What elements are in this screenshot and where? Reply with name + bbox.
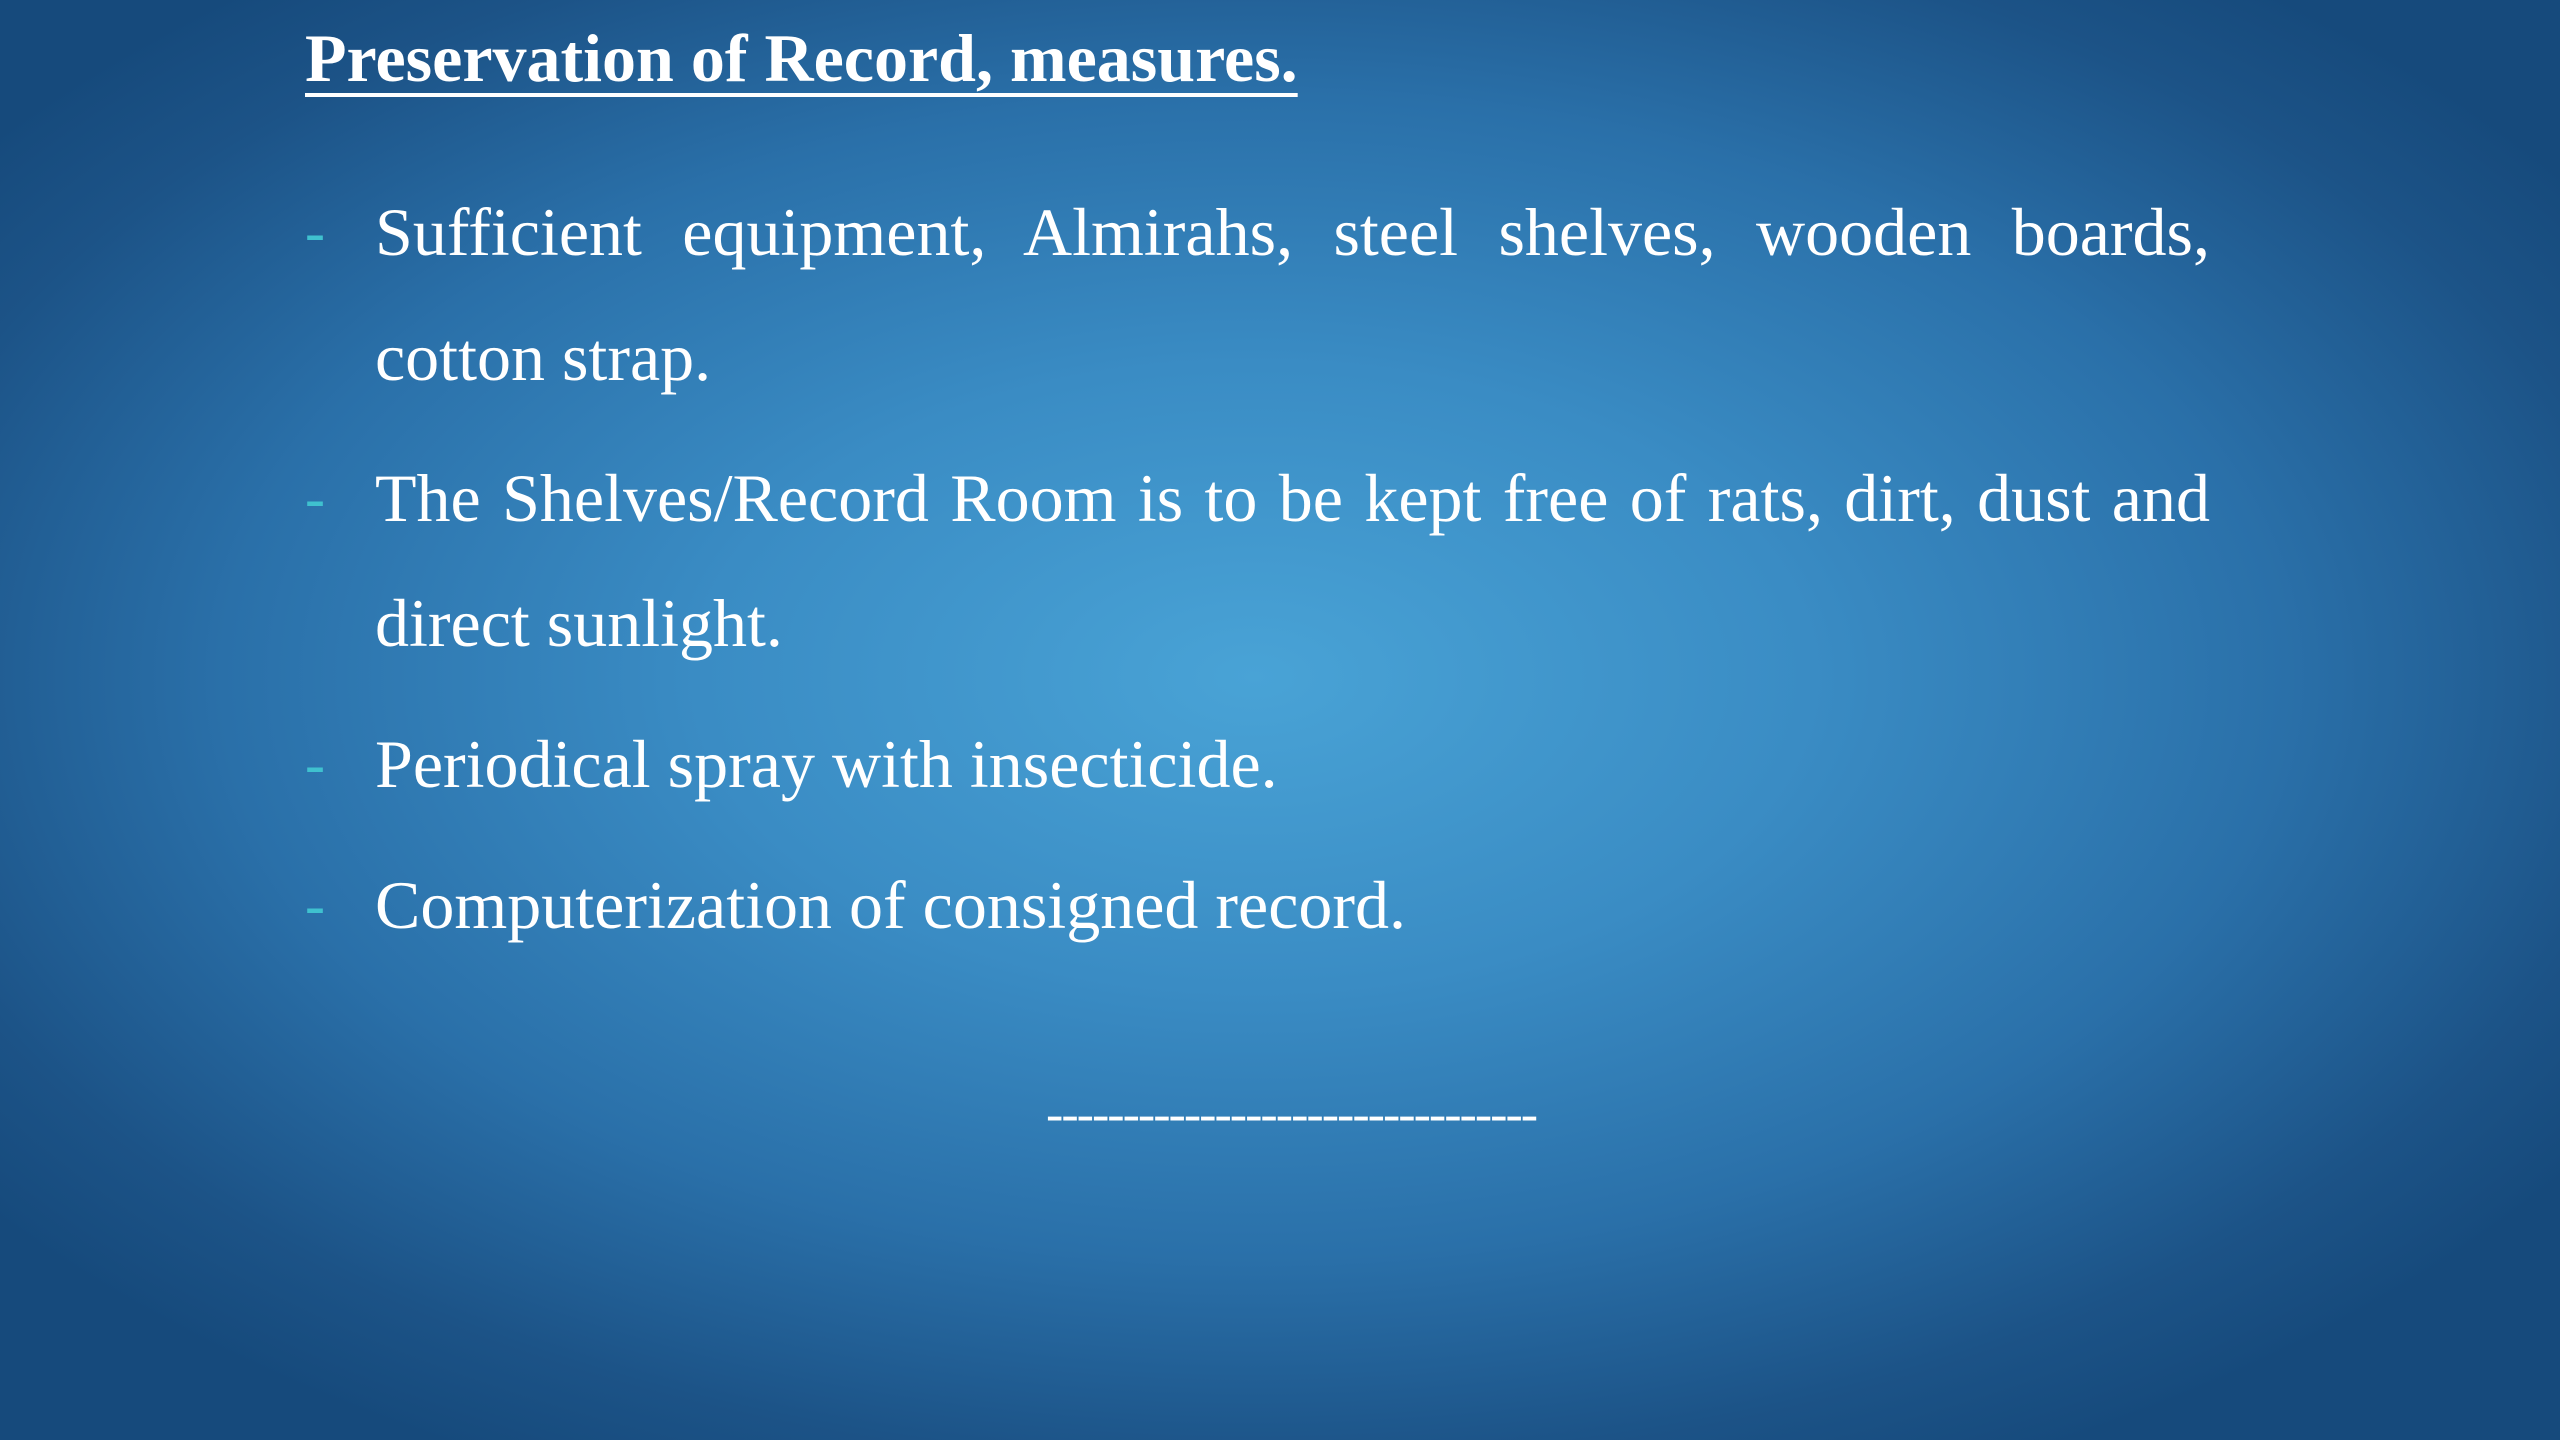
slide-title: Preservation of Record, measures. bbox=[305, 20, 1298, 96]
bullet-marker: - bbox=[305, 731, 325, 797]
bullet-marker: - bbox=[305, 465, 325, 531]
bullet-item-computerization bbox=[305, 843, 2210, 968]
bullet-marker: - bbox=[305, 872, 325, 938]
bullet-text: The Shelves/Record Room is to be kept free of rats, dirt, dust and direct sunlight. bbox=[375, 460, 2210, 661]
bullet-text: Periodical spray with insecticide. bbox=[375, 726, 1278, 802]
bullet-item-insecticide bbox=[305, 702, 2210, 827]
end-divider: -------------------------------- bbox=[1046, 1086, 1537, 1143]
bullet-marker: - bbox=[305, 199, 325, 265]
bullet-item-record-room bbox=[305, 436, 2210, 686]
bullet-text: Sufficient equipment, Almirahs, steel shelves, wooden boards, cotton strap. bbox=[375, 194, 2210, 395]
bullet-text: Computerization of consigned record. bbox=[375, 867, 1407, 943]
bullet-item-equipment bbox=[305, 170, 2210, 420]
bullet-list bbox=[305, 170, 2210, 984]
